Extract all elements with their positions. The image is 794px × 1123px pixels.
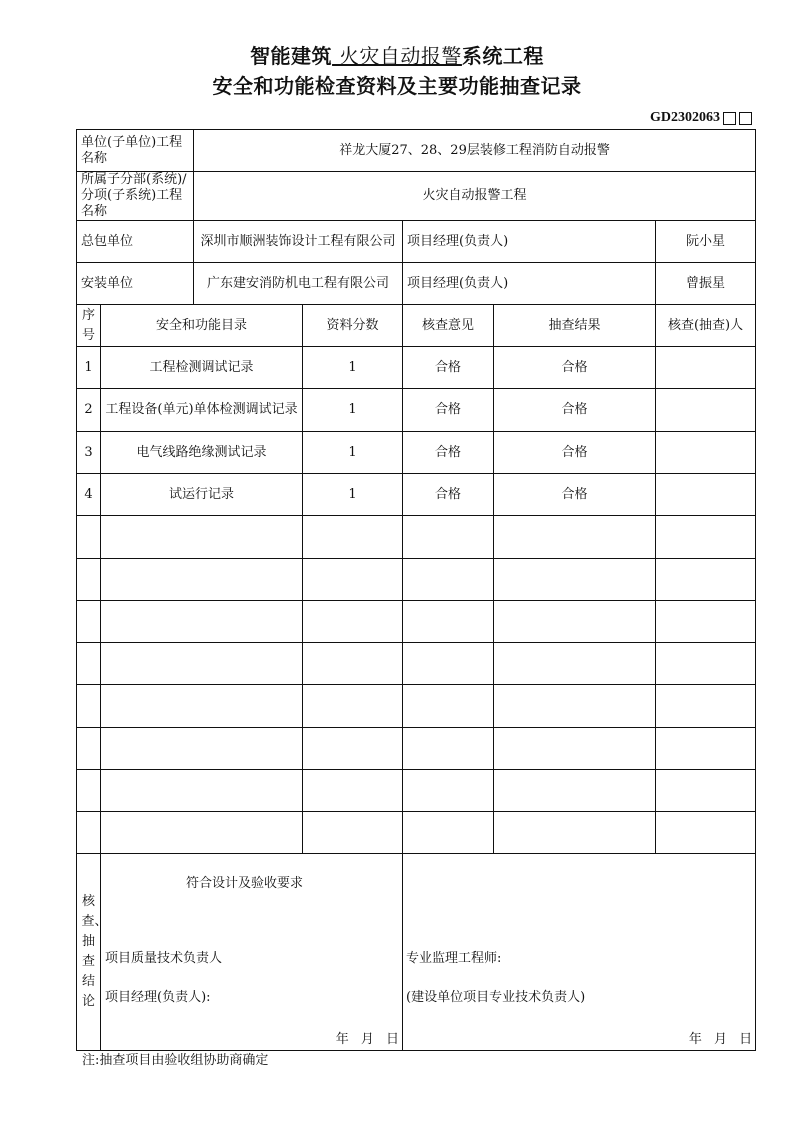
code-checkbox-1[interactable] xyxy=(723,112,736,125)
row-count: 1 xyxy=(303,389,403,432)
general-contractor-row xyxy=(77,221,756,263)
conclusion-label-text: 核查、抽查结论 xyxy=(81,894,108,1009)
header-seq: 序号 xyxy=(77,305,101,347)
row-opinion: 合格 xyxy=(403,474,494,516)
installer-pm-label: 项目经理(负责人) xyxy=(403,263,656,305)
row-item: 电气线路绝缘测试记录 xyxy=(101,432,303,474)
title-system-name: 火灾自动报警 xyxy=(332,44,462,68)
row-result: 合格 xyxy=(494,389,656,432)
right-date: 年 月 日 xyxy=(688,1032,753,1047)
row-checker[interactable] xyxy=(656,389,756,432)
document-subtitle: 安全和功能检查资料及主要功能抽查记录 xyxy=(212,74,582,98)
record-table xyxy=(76,129,756,1051)
conclusion-row xyxy=(77,854,756,1051)
project-name-value: 祥龙大厦27、28、29层装修工程消防自动报警 xyxy=(194,130,756,172)
project-name-row xyxy=(77,130,756,172)
row-result: 合格 xyxy=(494,347,656,389)
supervisor-label: 专业监理工程师: xyxy=(406,951,502,966)
header-count: 资料分数 xyxy=(303,305,403,347)
general-contractor-value: 深圳市顺洲装饰设计工程有限公司 xyxy=(194,221,403,263)
empty-row xyxy=(77,643,756,685)
conclusion-statement: 符合设计及验收要求 xyxy=(186,876,304,891)
row-no: 4 xyxy=(77,474,101,516)
form-code xyxy=(650,110,752,126)
row-no: 2 xyxy=(77,389,101,432)
left-date: 年 月 日 xyxy=(335,1032,399,1047)
header-opinion: 核查意见 xyxy=(403,305,494,347)
installer-pm-value: 曾振星 xyxy=(656,263,756,305)
row-no: 3 xyxy=(77,432,101,474)
row-count: 1 xyxy=(303,474,403,516)
header-checker: 核查(抽查)人 xyxy=(656,305,756,347)
row-checker[interactable] xyxy=(656,432,756,474)
table-row xyxy=(77,347,756,389)
general-pm-value: 阮小星 xyxy=(656,221,756,263)
installer-value: 广东建安消防机电工程有限公司 xyxy=(194,263,403,305)
title-prefix: 智能建筑 xyxy=(250,44,333,68)
empty-row xyxy=(77,728,756,770)
row-item: 工程设备(单元)单体检测调试记录 xyxy=(101,389,303,432)
owner-lead-label: (建设单位项目专业技术负责人) xyxy=(406,990,586,1005)
empty-row xyxy=(77,685,756,728)
conclusion-right xyxy=(403,854,756,1051)
row-checker[interactable] xyxy=(656,347,756,389)
pm-signature-label: 项目经理(负责人): xyxy=(105,990,211,1005)
empty-row xyxy=(77,559,756,601)
title-suffix: 系统工程 xyxy=(461,44,544,68)
subsystem-value: 火灾自动报警工程 xyxy=(194,172,756,221)
row-opinion: 合格 xyxy=(403,432,494,474)
row-item: 试运行记录 xyxy=(101,474,303,516)
row-count: 1 xyxy=(303,347,403,389)
row-result: 合格 xyxy=(494,432,656,474)
table-header-row xyxy=(77,305,756,347)
project-name-label: 单位(子单位)工程名称 xyxy=(77,130,194,172)
row-checker[interactable] xyxy=(656,474,756,516)
row-no: 1 xyxy=(77,347,101,389)
code-checkbox-2[interactable] xyxy=(739,112,752,125)
table-row xyxy=(77,474,756,516)
row-count: 1 xyxy=(303,432,403,474)
footnote: 注:抽查项目由验收组协助商确定 xyxy=(82,1053,269,1068)
table-row xyxy=(77,432,756,474)
header-item: 安全和功能目录 xyxy=(101,305,303,347)
installer-label: 安装单位 xyxy=(77,263,194,305)
empty-row xyxy=(77,516,756,559)
header-result: 抽查结果 xyxy=(494,305,656,347)
empty-row xyxy=(77,601,756,643)
row-item: 工程检测调试记录 xyxy=(101,347,303,389)
general-pm-label: 项目经理(负责人) xyxy=(403,221,656,263)
form-code-text: GD2302063 xyxy=(650,110,720,125)
installer-row xyxy=(77,263,756,305)
quality-lead-label: 项目质量技术负责人 xyxy=(105,951,223,966)
row-result: 合格 xyxy=(494,474,656,516)
conclusion-label xyxy=(77,854,108,1051)
subsystem-row xyxy=(77,172,756,221)
row-opinion: 合格 xyxy=(403,389,494,432)
conclusion-left xyxy=(101,854,403,1051)
table-row xyxy=(77,389,756,432)
empty-row xyxy=(77,812,756,854)
empty-row xyxy=(77,770,756,812)
subsystem-label: 所属子分部(系统)/分项(子系统)工程名称 xyxy=(77,172,194,221)
general-contractor-label: 总包单位 xyxy=(77,221,194,263)
row-opinion: 合格 xyxy=(403,347,494,389)
document-title xyxy=(0,40,794,69)
